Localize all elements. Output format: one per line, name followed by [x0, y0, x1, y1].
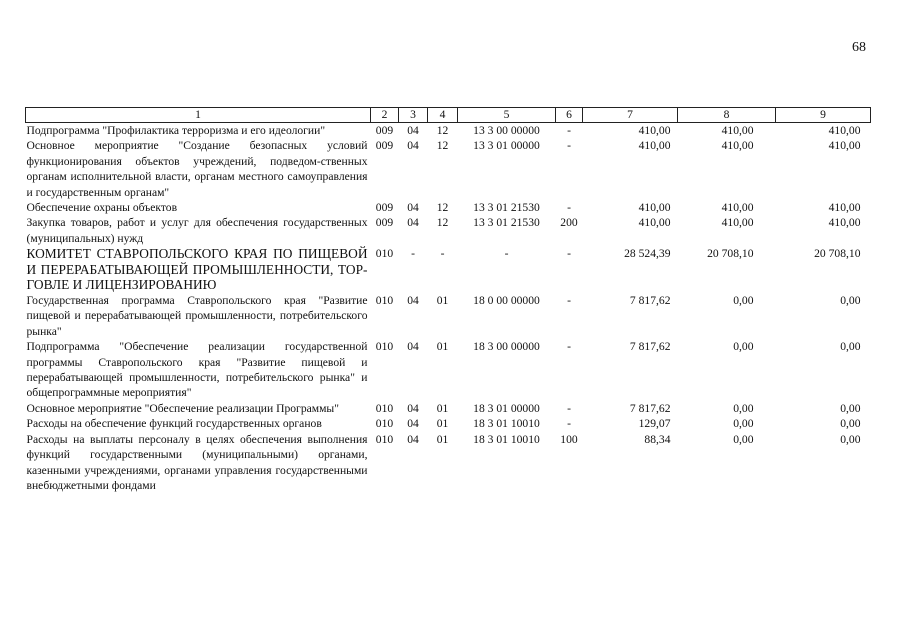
target-article-cell: 13 3 00 00000: [473, 124, 540, 137]
expense-type-cell: -: [567, 401, 571, 415]
subsection-code-cell: 01: [436, 432, 449, 446]
expense-type-cell: -: [567, 247, 571, 261]
target-article-cell: 13 3 01 00000: [473, 139, 540, 153]
amount-col7-cell: 410,00: [638, 139, 671, 153]
row-name-cell: Подпрограмма "Профилактика терроризма и его идеологии": [26, 124, 326, 137]
table-body: [26, 123, 871, 494]
ministry-code-cell: 010: [375, 340, 394, 354]
amount-col8-cell: 410,00: [721, 201, 754, 215]
amount-col7-cell: 7 817,62: [629, 340, 671, 354]
row-name-cell: КОМИТЕТ СТАВРОПОЛЬСКОГО КРАЯ ПО ПИЩЕВОЙ И ПЕРЕРАБАТЫВАЮЩЕЙ ПРОМЫШЛЕННОСТИ, ТОР-ГОВЛЕ И ЛИЦЕНЗИРОВАНИЮ: [26, 246, 368, 293]
header-row: [26, 108, 871, 123]
section-code-cell: -: [411, 247, 415, 261]
ministry-code-cell: 010: [375, 401, 394, 415]
page-number: 68: [852, 40, 866, 55]
subsection-code-cell: 01: [436, 294, 449, 308]
amount-col7-cell: 129,07: [638, 417, 671, 431]
expense-type-cell: 200: [560, 216, 578, 230]
amount-col8-cell: 0,00: [733, 294, 754, 308]
subsection-code-cell: 12: [436, 124, 449, 137]
expense-type-cell: -: [567, 417, 571, 431]
target-article-cell: 18 0 00 00000: [473, 294, 540, 308]
target-article-cell: 18 3 00 00000: [473, 340, 540, 354]
subsection-code-cell: 12: [436, 216, 449, 230]
ministry-code-cell: 010: [375, 417, 394, 431]
column-header-5: 5: [458, 108, 556, 123]
subsection-code-cell: 01: [436, 417, 449, 431]
column-header-9: 9: [776, 108, 871, 123]
amount-col7-cell: 7 817,62: [629, 294, 671, 308]
table-row: [26, 215, 871, 246]
expense-type-cell: -: [567, 139, 571, 153]
expense-type-cell: -: [567, 124, 571, 137]
subsection-code-cell: -: [440, 247, 445, 261]
column-header-7: 7: [583, 108, 678, 123]
amount-col9-cell: 410,00: [828, 139, 861, 153]
column-header-2: 2: [371, 108, 399, 123]
amount-col9-cell: 20 708,10: [814, 247, 861, 261]
table-row: [26, 339, 871, 401]
column-header-6: 6: [556, 108, 583, 123]
amount-col8-cell: 410,00: [721, 216, 754, 230]
amount-col9-cell: 410,00: [828, 216, 861, 230]
amount-col8-cell: 0,00: [733, 417, 754, 431]
amount-col9-cell: 0,00: [840, 417, 861, 431]
column-header-3: 3: [399, 108, 428, 123]
section-code-cell: 04: [407, 340, 419, 354]
amount-col8-cell: 0,00: [733, 401, 754, 415]
column-header-8: 8: [678, 108, 776, 123]
section-code-cell: 04: [407, 139, 419, 153]
row-name-cell: Расходы на обеспечение функций государственных органов: [26, 417, 322, 431]
row-name-cell: Обеспечение охраны объектов: [26, 201, 178, 215]
row-name-cell: Закупка товаров, работ и услуг для обеспечения государственных (муниципальных) нужд: [26, 216, 368, 245]
target-article-cell: 13 3 01 21530: [473, 201, 540, 215]
table-row: [26, 138, 871, 200]
amount-col9-cell: 410,00: [828, 124, 861, 137]
amount-col7-cell: 410,00: [638, 201, 671, 215]
amount-col7-cell: 7 817,62: [629, 401, 671, 415]
amount-col8-cell: 410,00: [721, 124, 754, 137]
table-row: [26, 432, 871, 494]
amount-col9-cell: 410,00: [828, 201, 861, 215]
table-header: [26, 108, 871, 123]
ministry-code-cell: 009: [375, 139, 394, 153]
expense-type-cell: -: [567, 201, 571, 215]
amount-col8-cell: 20 708,10: [707, 247, 754, 261]
ministry-code-cell: 010: [375, 294, 394, 308]
table-row: [26, 401, 871, 416]
amount-col9-cell: 0,00: [840, 401, 861, 415]
section-code-cell: 04: [407, 401, 419, 415]
table-row: [26, 200, 871, 215]
amount-col7-cell: 28 524,39: [624, 247, 671, 261]
amount-col7-cell: 410,00: [638, 124, 671, 137]
subsection-code-cell: 01: [436, 340, 449, 354]
subsection-code-cell: 12: [436, 139, 449, 153]
table-row: [26, 123, 871, 139]
section-code-cell: 04: [407, 417, 419, 431]
section-code-cell: 04: [407, 432, 419, 446]
amount-col8-cell: 0,00: [733, 432, 754, 446]
row-name-cell: Расходы на выплаты персоналу в целях обеспечения выполнения функций государственными (муниципальными) органами, казенными учреждениями, органами управления государственными внебюджетными фондами: [26, 432, 368, 492]
target-article-cell: 18 3 01 10010: [473, 432, 540, 446]
expense-type-cell: -: [567, 294, 571, 308]
ministry-code-cell: 009: [375, 216, 394, 230]
row-name-cell: Основное мероприятие "Создание безопасных условий функционирования объектов учреждений, подведом-ственных органам исполнительной власти, органам местного самоуправления и государственным органам": [26, 139, 368, 199]
amount-col9-cell: 0,00: [840, 340, 861, 354]
table-row: [26, 416, 871, 431]
section-code-cell: 04: [407, 294, 419, 308]
amount-col8-cell: 0,00: [733, 340, 754, 354]
subsection-code-cell: 12: [436, 201, 449, 215]
ministry-code-cell: 009: [375, 201, 394, 215]
amount-col8-cell: 410,00: [721, 139, 754, 153]
table-row: [26, 293, 871, 339]
amount-col7-cell: 88,34: [644, 432, 671, 446]
amount-col7-cell: 410,00: [638, 216, 671, 230]
table-row: [26, 246, 871, 293]
ministry-code-cell: 010: [375, 247, 394, 261]
target-article-cell: 18 3 01 10010: [473, 417, 540, 431]
section-code-cell: 04: [407, 201, 419, 215]
section-code-cell: 04: [407, 124, 419, 137]
row-name-cell: Государственная программа Ставропольского края "Развитие пищевой и перерабатывающей промышленности, потребительского рынка": [26, 294, 368, 338]
amount-col9-cell: 0,00: [840, 432, 861, 446]
ministry-code-cell: 009: [375, 124, 394, 137]
row-name-cell: Основное мероприятие "Обеспечение реализации Программы": [26, 401, 339, 415]
target-article-cell: -: [504, 247, 509, 261]
subsection-code-cell: 01: [436, 401, 449, 415]
amount-col9-cell: 0,00: [840, 294, 861, 308]
budget-table: [25, 107, 871, 493]
ministry-code-cell: 010: [375, 432, 394, 446]
column-header-1: 1: [26, 108, 371, 123]
target-article-cell: 18 3 01 00000: [473, 401, 540, 415]
expense-type-cell: -: [567, 340, 571, 354]
row-name-cell: Подпрограмма "Обеспечение реализации государственной программы Ставропольского края "Развитие пищевой и перерабатывающей промышленности, потребительского рынка" и общепрограммные мероприятия": [26, 340, 368, 400]
column-header-4: 4: [428, 108, 458, 123]
expense-type-cell: 100: [560, 432, 578, 446]
section-code-cell: 04: [407, 216, 419, 230]
target-article-cell: 13 3 01 21530: [473, 216, 540, 230]
